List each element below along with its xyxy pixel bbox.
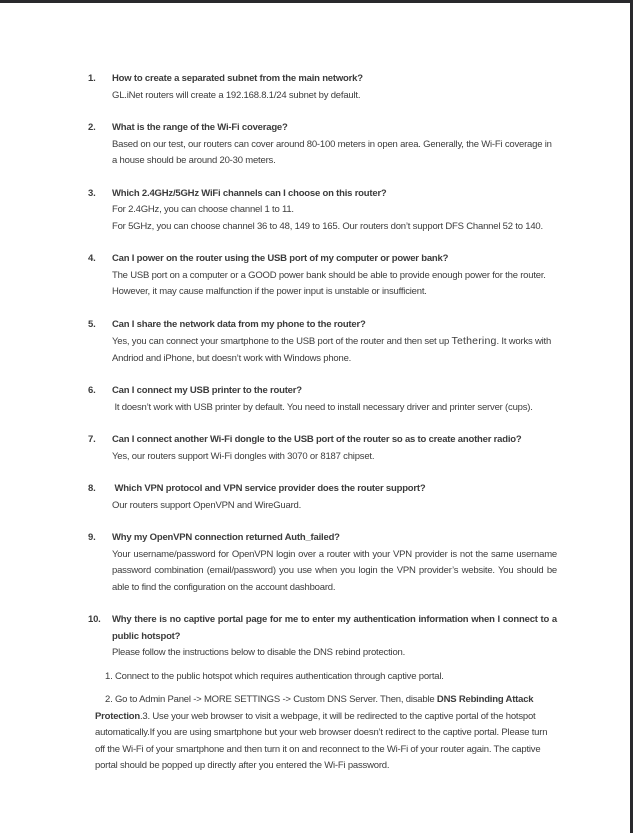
- question-row: [88, 383, 557, 400]
- text-segment: Your username/password for OpenVPN login over a router with your VPN provider is not the same username password combination (email/password) you use when you login the VPN provider’s website. You should be able to find the configuration on the account dashboard.: [112, 548, 557, 593]
- text-segment: Our routers support OpenVPN and WireGuard.: [112, 499, 302, 511]
- text-segment: Please follow the instructions below to disable the DNS rebind protection.: [112, 647, 406, 658]
- question-text: How to create a separated subnet from the main network?: [112, 73, 363, 84]
- question-text: Can I connect my USB printer to the router?: [112, 385, 302, 396]
- text-segment: Based on our test, our routers can cover around 80-100 meters in open area. Generally, the Wi-Fi coverage in a house should be around 20-30 meters.: [112, 138, 552, 166]
- document-page: [0, 3, 630, 833]
- faq-item: [88, 481, 557, 514]
- answer-block: [112, 400, 557, 417]
- faq-item: [88, 317, 557, 368]
- answer-paragraph: [112, 498, 557, 515]
- answer-paragraph: [112, 645, 557, 662]
- answer-block: [112, 547, 557, 597]
- question-row: [88, 251, 557, 268]
- question-number: 2.: [88, 122, 96, 133]
- faq-item: [88, 530, 557, 596]
- answer-paragraph: [112, 268, 557, 301]
- question-number: 6.: [88, 385, 96, 396]
- text-segment: .3. Use your web browser to visit a webpage, it will be redirected to the captive portal of the hotspot automatically.If you are using smartphone but your web browser doesn’t redirect to the captive portal. Please turn off the Wi-Fi of your smartphone and then turn it on and reconnect to the Wi-Fi of your router again. The captive portal should be popped up directly after you entered the Wi-Fi password.: [95, 710, 548, 771]
- answer-block: [112, 137, 557, 170]
- question-row: [88, 432, 557, 449]
- question-row: [88, 612, 557, 645]
- question-text: Can I connect another Wi-Fi dongle to the USB port of the router so as to create another radio?: [112, 434, 522, 445]
- text-segment: Yes, you can connect your smartphone to the USB port of the router and then set up: [112, 336, 452, 347]
- question-number: 9.: [88, 532, 96, 543]
- answer-paragraph: [112, 202, 557, 219]
- text-segment: GL.iNet routers will create a 192.168.8.1/24 subnet by default.: [112, 89, 361, 101]
- question-number: 3.: [88, 187, 96, 199]
- faq-item: [88, 251, 557, 301]
- text-segment: Yes, our routers support Wi-Fi dongles with 3070 or 8187 chipset.: [112, 450, 375, 462]
- answer-paragraph: [112, 400, 557, 417]
- faq-item: [88, 186, 557, 236]
- answer-paragraph: [112, 137, 557, 170]
- question-number: 10.: [88, 614, 101, 625]
- question-text: Which 2.4GHz/5GHz WiFi channels can I choose on this router?: [112, 187, 387, 199]
- question-row: [88, 317, 557, 334]
- answer-block: [112, 268, 557, 301]
- text-segment: Tethering: [451, 335, 497, 347]
- answer-block: [95, 645, 557, 775]
- question-row: [88, 71, 557, 88]
- sub-paragraph: [95, 692, 557, 775]
- question-text: Why there is no captive portal page for me to enter my authentication information when I connect to a public hotspot?: [112, 614, 557, 642]
- question-number: 5.: [88, 318, 96, 330]
- sub-paragraph: [95, 669, 557, 686]
- question-text: Which VPN protocol and VPN service provider does the router support?: [112, 483, 426, 494]
- text-segment: For 5GHz, you can choose channel 36 to 48, 149 to 165. Our routers don’t support DFS Channel 52 to 140.: [112, 220, 543, 232]
- answer-block: [112, 449, 557, 466]
- answer-paragraph: [112, 219, 557, 236]
- question-text: Why my OpenVPN connection returned Auth_failed?: [112, 532, 340, 543]
- faq-item: [88, 383, 557, 416]
- answer-block: [112, 202, 557, 235]
- answer-block: [112, 333, 557, 367]
- answer-paragraph: [112, 88, 557, 105]
- question-row: [88, 186, 557, 203]
- faq-item: [88, 71, 557, 104]
- viewer-top-edge: [0, 0, 633, 3]
- answer-block: [112, 498, 557, 515]
- text-segment: DNS Rebinding Attack Protection: [95, 694, 534, 722]
- question-text: Can I share the network data from my phone to the router?: [112, 318, 366, 330]
- faq-item: [88, 612, 557, 775]
- question-number: 7.: [88, 434, 96, 445]
- answer-block: [112, 88, 557, 105]
- faq-item: [88, 432, 557, 465]
- text-segment: 2. Go to Admin Panel -> MORE SETTINGS -> Custom DNS Server. Then, disable: [105, 694, 437, 705]
- question-row: [88, 120, 557, 137]
- answer-paragraph: [112, 547, 557, 597]
- answer-paragraph: [112, 333, 557, 367]
- question-text: Can I power on the router using the USB port of my computer or power bank?: [112, 253, 449, 264]
- answer-paragraph: [112, 449, 557, 466]
- question-row: [88, 530, 557, 547]
- text-segment: It doesn’t work with USB printer by default. You need to install necessary driver and printer server (cups).: [112, 401, 533, 413]
- question-number: 8.: [88, 483, 96, 494]
- text-segment: . It works with Andriod and iPhone, but doesn’t work with Windows phone.: [112, 336, 552, 364]
- question-row: [88, 481, 557, 498]
- text-segment: 1. Connect to the public hotspot which requires authentication through captive portal.: [105, 670, 444, 682]
- text-segment: The USB port on a computer or a GOOD power bank should be able to provide enough power for the router. However, it may cause malfunction if the power input is unstable or insufficient.: [112, 269, 546, 297]
- text-segment: For 2.4GHz, you can choose channel 1 to 11.: [112, 204, 294, 215]
- faq-item: [88, 120, 557, 170]
- question-number: 1.: [88, 73, 96, 84]
- question-text: What is the range of the Wi-Fi coverage?: [112, 122, 288, 133]
- question-number: 4.: [88, 253, 96, 264]
- faq-list: [88, 71, 557, 775]
